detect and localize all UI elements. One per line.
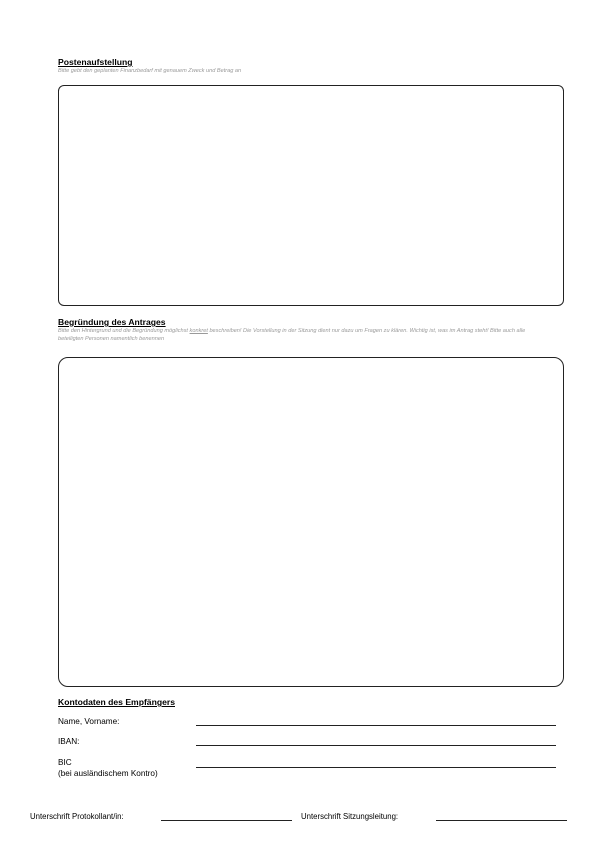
begruendung-hint: Bitte den Hintergrund und die Begründung möglichst konkret beschreiben! Die Vorstellung in der Sitzung dient nur dazu um Fragen zu klären. Wichtig ist, was im Antrag steht! Bitte auch alle beteiligten Personen namentlich benennen [58,328,526,342]
signature-sitzungsleitung-label: Unterschrift Sitzungsleitung: [301,812,399,821]
begruendung-textbox[interactable] [58,357,564,687]
posten-heading: Postenaufstellung [58,57,133,67]
bic-label: BIC [58,758,72,767]
bic-sublabel: (bei ausländischem Kontro) [58,769,158,778]
begruendung-heading: Begründung des Antrages [58,317,166,327]
iban-line[interactable] [196,745,556,746]
posten-hint: Bitte gebt den geplanten Finanzbedarf mit genauem Zweck und Betrag an [58,68,242,74]
bic-line[interactable] [196,767,556,768]
konto-heading: Kontodaten des Empfängers [58,697,175,707]
name-line[interactable] [196,725,556,726]
signature-sitzungsleitung-line[interactable] [436,820,567,821]
posten-textbox[interactable] [58,85,564,306]
signature-protokollant-label: Unterschrift Protokollant/in: [30,812,124,821]
signature-protokollant-line[interactable] [161,820,292,821]
name-label: Name, Vorname: [58,717,120,726]
iban-label: IBAN: [58,737,80,746]
